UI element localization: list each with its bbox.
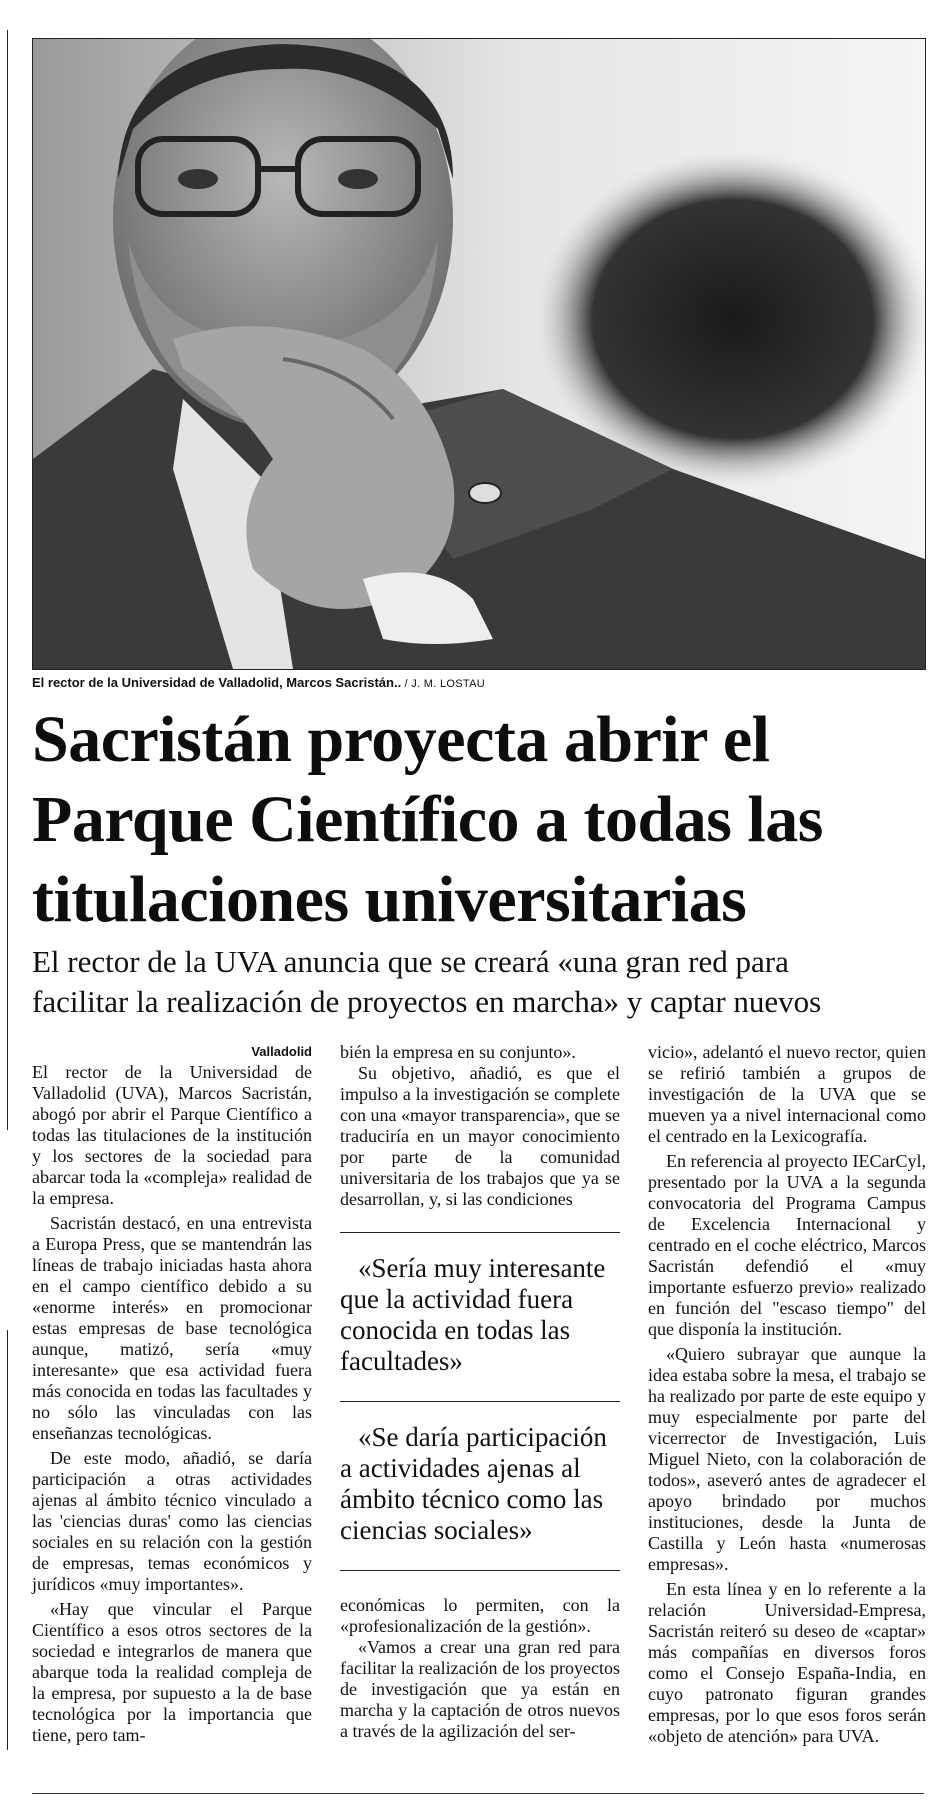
paragraph: En esta línea y en lo referente a la relación Universidad-Empresa, Sacristán reiteró su deseo de «captar» más compañías en diversos foros como el Consejo España-India, en cuyo patronato figuran grandes empresas, por lo que esos foros serán «objeto de atención» para UVA. bbox=[648, 1579, 926, 1746]
paragraph: De este modo, añadió, se daría participación a otras actividades ajenas al ámbito técnico vinculado a las 'ciencias duras' como las ciencias sociales en su relación con la gestión de empresas, temas económicos y jurídicos «muy importantes». bbox=[32, 1448, 312, 1594]
bottom-rule bbox=[32, 1793, 924, 1794]
paragraph: El rector de la Universidad de Valladolid (UVA), Marcos Sacristán, abogó por abrir el Parque Científico a todas las titulaciones de la institución y los sectores de la sociedad para abarcar toda la «compleja» realidad de la empresa. bbox=[32, 1062, 312, 1208]
caption-text: El rector de la Universidad de Valladolid, Marcos Sacristán.. bbox=[32, 675, 402, 690]
dateline: Valladolid bbox=[251, 1044, 312, 1059]
page-edge-line bbox=[7, 30, 8, 1130]
pull-quote-1: «Sería muy interesante que la actividad fuera conocida en todas las facultades» bbox=[340, 1253, 606, 1376]
quote-divider bbox=[340, 1232, 620, 1233]
paragraph: bién la empresa en su conjunto». bbox=[340, 1042, 576, 1062]
paragraph: En referencia al proyecto IECarCyl, presentado por la UVA a la segunda convocatoria del Programa Campus de Excelencia Internacional y centrado en el coche eléctrico, Marcos Sacristán defendió el «muy importante esfuerzo previo» realizado en función del "escaso tiempo" del que disponía la institución. bbox=[648, 1151, 926, 1339]
pull-quote-2: «Se daría participación a actividades ajenas al ámbito técnico como las ciencias sociales» bbox=[340, 1422, 607, 1545]
paragraph: Su objetivo, añadió, es que el impulso a la investigación se complete con una «mayor transparencia», que se traduciría en un mayor conocimiento por parte de la comunidad universitaria de los trabajos que ya se desarrollan, y, si las condiciones bbox=[340, 1063, 620, 1209]
photo-credit: / J. M. LOSTAU bbox=[401, 678, 485, 690]
headline-line-1: Sacristán proyecta abrir el bbox=[32, 703, 770, 776]
paragraph: «Quiero subrayar que aunque la idea estaba sobre la mesa, el trabajo se ha realizado por parte de este equipo y muy especialmente por parte del vicerrector de Investigación, Luis Miguel Nieto, con la colaboración de todos», aseveró antes de agradecer el apoyo brindado por muchos instituciones, desde la Junta de Castilla y León hasta «numerosas empresas». bbox=[648, 1344, 926, 1574]
photo-caption bbox=[32, 675, 924, 690]
deck-line-2: facilitar la realización de proyectos en marcha» y captar nuevos bbox=[32, 984, 822, 1019]
page-edge-line-lower bbox=[7, 1330, 8, 1750]
quote-divider bbox=[340, 1401, 620, 1402]
portrait-illustration bbox=[33, 39, 925, 669]
headline-line-2: Parque Científico a todas las bbox=[32, 783, 823, 856]
paragraph: económicas lo permiten, con la «profesionalización de la gestión». bbox=[340, 1595, 620, 1636]
paragraph: Sacristán destacó, en una entrevista a Europa Press, que se mantendrán las líneas de trabajo iniciadas hasta ahora en el campo científico debido a su «enorme interés» en promocionar estas empresas de base tecnológica aunque, matizó, sería «muy interesante» que esa actividad fuera más conocida en todas las facultades y no sólo las vinculadas con las enseñanzas tecnológicas. bbox=[32, 1213, 312, 1443]
deck-subheadline bbox=[32, 942, 932, 1022]
paragraph: «Vamos a crear una gran red para facilitar la realización de los proyectos de investigación que ya están en marcha y la captación de otros nuevos a través de la agilización del ser- bbox=[340, 1637, 620, 1741]
article-column-1 bbox=[32, 1042, 312, 1746]
article-column-3 bbox=[648, 1042, 926, 1747]
paragraph: vicio», adelantó el nuevo rector, quien se refirió también a grupos de investigación de la UVA que se mueven ya a nivel internacional como el centrado en la Lexicografía. bbox=[648, 1042, 926, 1146]
article-photo bbox=[32, 38, 926, 670]
headline-line-3: titulaciones universitarias bbox=[32, 863, 747, 936]
headline bbox=[32, 700, 932, 940]
deck-line-1: El rector de la UVA anuncia que se creará «una gran red para bbox=[32, 944, 789, 979]
article-column-2 bbox=[340, 1042, 620, 1742]
paragraph: «Hay que vincular el Parque Científico a esos otros sectores de la sociedad e integrarlos de manera que abarque toda la realidad compleja de la empresa, por supuesto a la de base tecnológica por la importancia que tiene, pero tam- bbox=[32, 1599, 312, 1745]
quote-divider bbox=[340, 1570, 620, 1571]
